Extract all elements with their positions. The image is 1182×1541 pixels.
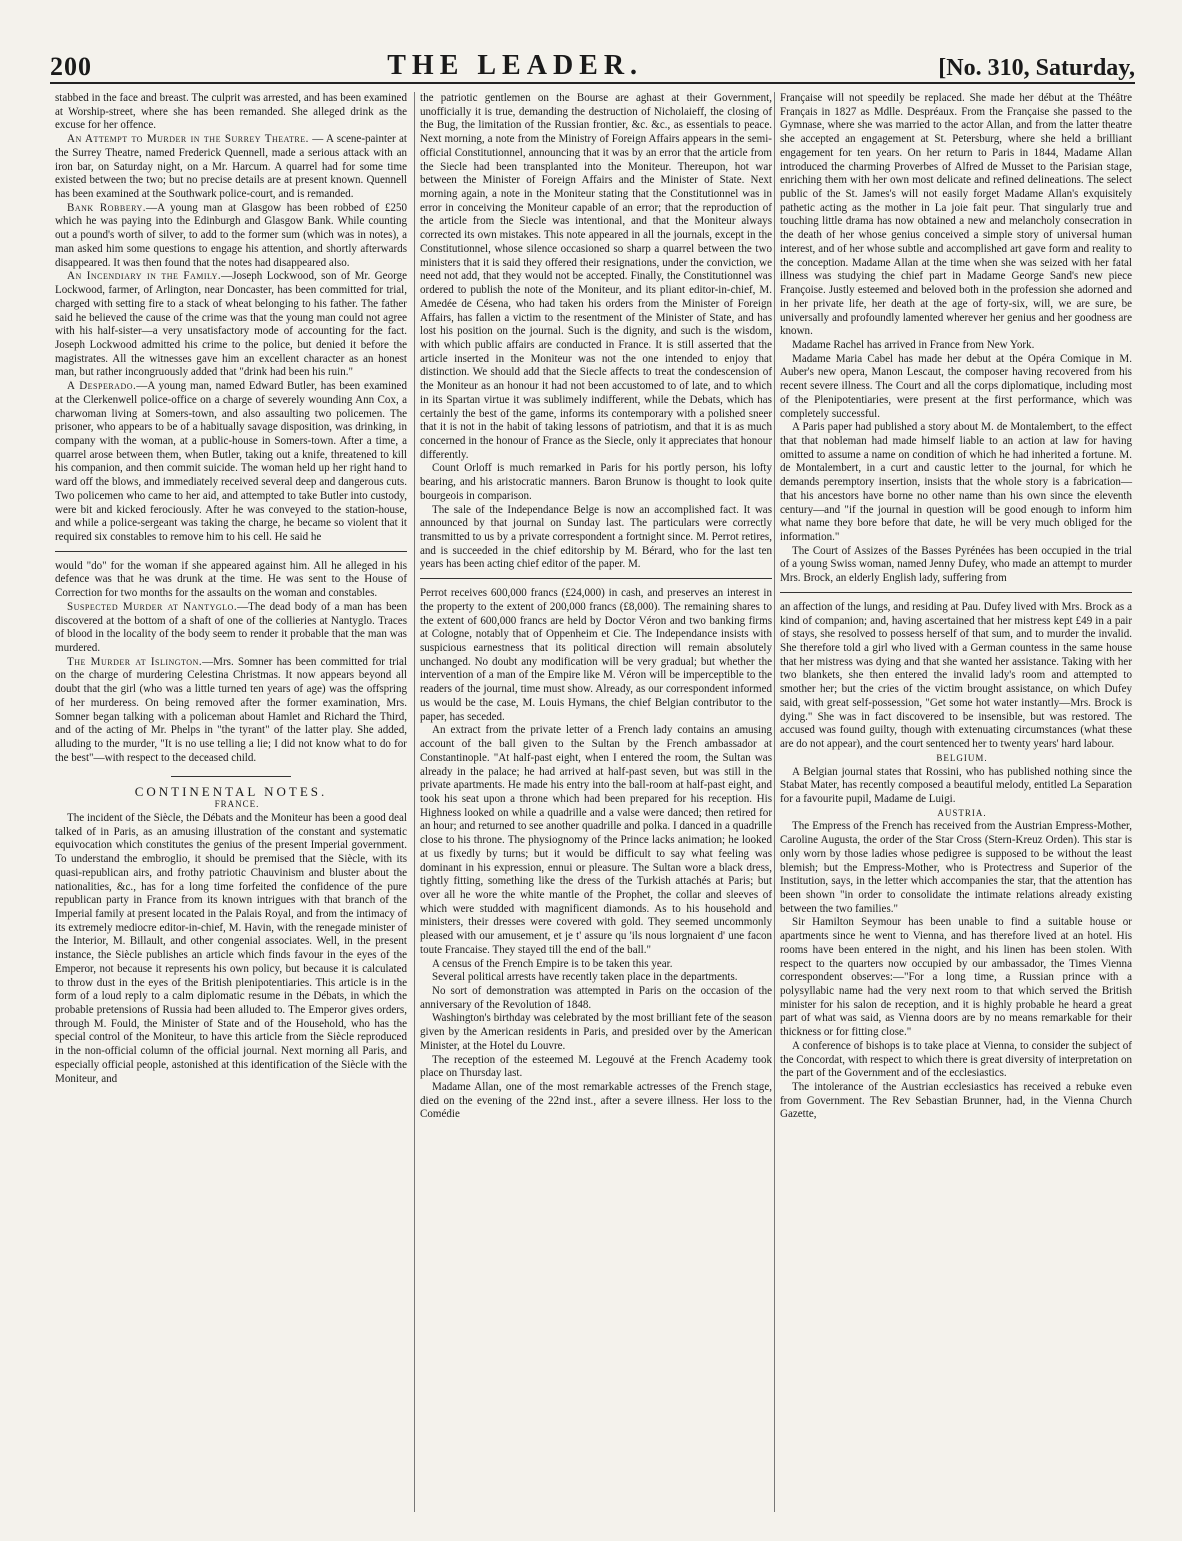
- article-heading: Bank Robbery.: [67, 201, 147, 214]
- article-paragraph: The sale of the Independance Belge is now an accomplished fact. It was announced by that journal on Sunday last. The particulars were correctly transmitted to us by a private correspondent a fortnight since. M. Perrot retires, and is succeeded in the chief editorship by M. Bérard, who for the last ten years has been acting chief editor of the paper. M.: [420, 503, 772, 571]
- issue-label: [No. 310, Saturday,: [938, 55, 1135, 81]
- article-heading: The Murder at Islington.: [67, 655, 203, 668]
- article-paragraph: [55, 380, 407, 545]
- article-body: —A young man at Glasgow has been robbed of £250 which he was paying into the Edinburgh and Glasgow Bank. While counting out a pound's worth of silver, to add to the former sum (which was in notes), a man asked him some questions to engage his attention, and shortly afterwards disappeared. It was then found that the notes had disappeared also.: [55, 201, 408, 269]
- section-rule: [171, 776, 291, 777]
- horizontal-rule: [55, 551, 407, 552]
- horizontal-rule: [780, 592, 1132, 593]
- column-2: [420, 92, 772, 1122]
- subsection-title: BELGIUM.: [936, 752, 988, 763]
- article-paragraph: The reception of the esteemed M. Legouvé at the French Academy took place on Thursday last.: [420, 1053, 772, 1080]
- article-paragraph: [55, 133, 407, 202]
- article-paragraph: The incident of the Siècle, the Débats and the Moniteur has been a good deal talked of in Paris, as an amusing illustration of the constant and systematic equivocation which constitutes the genius of the present Imperial government. To understand the embroglio, it should be premised that the Siècle, with its quasi-republican airs, and frothy patriotic Chauvinism and bluster about the nationalities, &c., has for a long time forfeited the confidence of the pure republican party in France from its known intrigues with that branch of the Imperial family at present located in the Palais Royal, and from the intimacy of its extremely mediocre editor-in-chief, M. Havin, with the renegade minister of the Interior, M. Billault, and other congenial associates. Well, in the present instance, the Siècle publishes an article which finds favour in the eyes of the Emperor, not because it represents his own policy, but because it is calculated to throw dust in the eyes of the British plenipotentiaries. This article is in the form of a loud reply to a calm diplomatic resume in the Débats, in which the probable pretensions of Russia had been alluded to. The Emperor gives orders, through M. Fould, the Minister of State and of the Household, who has the special control of the Moniteur, to have this article from the Siècle reproduced in the non-official column of the official journal. Next morning all Paris, and especially official people, astonished at this identification of the Siècle with the Moniteur, and: [55, 811, 407, 1085]
- article-paragraph: A Paris paper had published a story about M. de Montalembert, to the effect that that nobleman had made himself liable to an action at law for having omitted to assume a name on condition of which he had inherited a fortune. M. de Montalembert, in a curt and caustic letter to the journal, for which he demands peremptory insertion, insists that the whole story is a fabrication—that his ancestors have borne no other name than his own since the eleventh century—and "if the journal in question will be good enough to inform him what name they bore before that date, he will be very much obliged for the information.": [780, 421, 1132, 543]
- subsection-title: AUSTRIA.: [937, 807, 987, 818]
- article-heading: A Desperado.: [67, 380, 137, 393]
- article-paragraph: [55, 270, 407, 380]
- article-paragraph: Madame Allan, one of the most remarkable actresses of the French stage, died on the evening of the 22nd inst., after a severe illness. Her loss to the Comédie: [420, 1081, 772, 1121]
- article-paragraph: [55, 601, 407, 656]
- subsection-title: FRANCE.: [214, 799, 260, 810]
- section-title: CONTINENTAL NOTES.: [134, 783, 328, 799]
- article-paragraph: The intolerance of the Austrian ecclesiastics has received a rebuke even from Government. The Rev Sebastian Brunner, had, in the Vienna Church Gazette,: [780, 1081, 1132, 1121]
- horizontal-rule: [420, 578, 772, 579]
- article-paragraph: Française will not speedily be replaced. She made her début at the Théâtre Français in 1827 as Mdlle. Despréaux. From the Française she passed to the Gymnase, where she was married to the actor Allan, and from the latter theatre she accepted an engagement at St. Petersburg, where she held a brilliant engagement for ten years. On her return to Paris in 1844, Madame Allan introduced the charming Proverbes of Alfred de Musset to the Parisian stage, enriching them with her own most delicate and refined delineations. The select public of the St. James's will not easily forget Madame Allan's exquisitely pathetic acting as the mother in La joie fait peur. That singularly true and touching little drama has now obtained a new and melancholy consecration in the death of her whose genius conceived a simple story of universal human interest, and of her whose subtle and accomplished art gave form and reality to the conception. Madame Allan at the time when she was seized with her fatal illness was studying the chief part in Madame George Sand's new piece Françoise. Justly esteemed and beloved both in the profession she adorned and in her private life, her death at the age of forty-six, will, we are sure, be universally and profoundly lamented wherever her genius and her goodness are known.: [780, 92, 1132, 338]
- article-heading: An Attempt to Murder in the Surrey Theatre.: [67, 133, 309, 146]
- article-paragraph: The Empress of the French has received from the Austrian Empress-Mother, Caroline Augusta, the order of the Star Cross (Stern-Kreuz Orden). This star is only worn by those ladies whose pedigree is supposed to be without the least blemish; but the Empress-Mother, who is Protectress and Superior of the Institution, says, in the letter which accompanies the star, that the attention has been shown "in order to consolidate the intimate relations already existing between the two families.": [780, 820, 1132, 915]
- column-3: [780, 92, 1132, 1122]
- article-paragraph: Several political arrests have recently taken place in the departments.: [432, 971, 738, 984]
- article-paragraph: Count Orloff is much remarked in Paris for his portly person, his lofty bearing, and his aristocratic manners. Baron Brunow is thought to look quite bourgeois in comparison.: [420, 462, 772, 502]
- article-paragraph: [55, 202, 407, 271]
- article-body: —A young man, named Edward Butler, has been examined at the Clerkenwell police-office on a charge of severely wounding Ann Cox, a charwoman living at Somers-town, and also assaulting two policemen. The prisoner, who appears to be of a habitually savage disposition, was drinking, in company with the woman, at a public-house in Somers-town. After a time, a quarrel arose between them, when Butler, taking out a knife, threatened to kill his companion, and then commit suicide. The woman held up her right hand to ward off the blows, and immediately received several deep and dangerous cuts. Two policemen who came to her aid, and attempted to take Butler into custody, were bit and kicked ferociously. After he was conveyed to the station-house, and while a police-sergeant was taking the charge, he became so violent that it required six constables to remove him to his cell. He said he: [55, 380, 407, 543]
- article-paragraph: Washington's birthday was celebrated by the most brilliant fete of the season given by the American residents in Paris, and presided over by the American Minister, at the Hotel du Louvre.: [420, 1012, 772, 1052]
- article-paragraph: An extract from the private letter of a French lady contains an amusing account of the ball given to the Sultan by the French ambassador at Constantinople. "At half-past eight, when I entered the room, the Sultan was already in the palace; he had arrived at half-past seven, but was still in the private apartments. He made his entry into the ball-room at half-past eight, and took his seat upon a throne which had been prepared for his reception. His Highness looked on while a quadrille and a valse were danced; then retired for an hour; and returned to see another quadrille and polka. I danced in a quadrille close to his throne. The physiognomy of the Prince lacks animation; he looked at us fixedly by turns; but it would be difficult to say what feeling was dominant in his expression, ennui or pleasure. The Sultan wore a black dress, tightly fitting, something like the dress of the Turkish attachés at Paris; but over all he wore the white mantle of the Prophet, the collar and sleeves of which were studded with magnificent diamonds. As to his household and ministers, their dresses were covered with gold. They seemed uncommonly pleased with our amusement, et je t' assure qu 'ils nous lorgnaient d' une facon toute Francaise. They stayed till the end of the ball.": [420, 724, 772, 956]
- article-paragraph: A Belgian journal states that Rossini, who has published nothing since the Stabat Mater, has recently composed a beautiful melody, entitled La Separation for a favourite pupil, Madame de Luigi.: [780, 765, 1132, 805]
- article-paragraph: stabbed in the face and breast. The culprit was arrested, and has been examined at Worship-street, where she has been remanded. She alleged drink as the excuse for her offence.: [55, 92, 407, 132]
- article-body: —Joseph Lockwood, son of Mr. George Lockwood, farmer, of Arlington, near Doncaster, has been committed for trial, charged with setting fire to a stack of wheat belonging to his father. The father said he believed the cause of the crime was that the young man could not agree with his half-sister—a very unsatisfactory mode of accounting for the fact. Joseph Lockwood admitted his crime to the police, but denied it before the magistrates. All the witnesses gave him an excellent character as an honest man, but rather incongruously added that "drink had been his ruin.": [55, 270, 407, 379]
- article-heading: An Incendiary in the Family.: [67, 270, 222, 283]
- article-paragraph: [55, 656, 407, 766]
- article-paragraph: the patriotic gentlemen on the Bourse are aghast at their Government, unofficially it is true, demanding the destruction of Nicholaieff, the closing of the Bug, the limitation of the Russian frontier, &c. &c., as essentials to peace. Next morning, a note from the Ministry of Foreign Affairs appears in the semi-official Constitutionnel, announcing that it was by an error that the article from the Siecle had been transplanted into the Moniteur. Thereupon, hot war between the Minister of Foreign Affairs and the Minister of State. Next morning again, a note in the Moniteur stating that the Constitutionnel was in error in conceiving the Moniteur capable of an error; that the reproduction of the article from the Siecle was intentional, and that the Moniteur always corrected its own mistakes. This note appeared in all the journals, except in the Constitutionnel, whose silence occasioned so sharp a quarrel between the two ministers that it is said they offered their resignations, under the conviction, we need not add, that they would not be accepted. Finally, the Constitutionnel was ordered to publish the note of the Moniteur, and its pliant editor-in-chief, M. Amedée de Césena, who had taken his orders from the Minister of Foreign Affairs, has fallen a victim to the resentment of the Minister of State, and has lost his position on the journal. Such is the dignity, and such is the wisdom, with which public affairs are conducted in France. It is still asserted that the article inserted in the Moniteur was not the one intended to enjoy that distinction. We should add that the Siecle affects to treat the condescension of the Moniteur as an honour it had not been accustomed to of late, and to which in its Spartan virtue it was sublimely indifferent, while the Debats, which has certainly the best of the game, informs its contemporary with a polished sneer that it is not in the habit of taking lessons of patriotism, and that it is as much concerned in the honour of France as the Siecle, only it appreciates that honour differently.: [420, 92, 772, 461]
- page-number: 200: [50, 52, 92, 81]
- article-heading: Suspected Murder at Nantyglo.: [67, 600, 238, 613]
- article-paragraph: The Court of Assizes of the Basses Pyrénées has been occupied in the trial of a young Swiss woman, named Jenny Dufey, who made an attempt to murder Mrs. Brock, an elderly English lady, suffering from: [780, 544, 1132, 585]
- masthead: [50, 50, 1135, 84]
- article-paragraph: Madame Maria Cabel has made her debut at the Opéra Comique in M. Auber's new opera, Manon Lescaut, the composer having recovered from his recent severe illness. The Court and all the corps diplomatique, including most of the Plenipotentiaries, were present at the first performance, which was completely successful.: [780, 352, 1132, 420]
- article-body: — A scene-painter at the Surrey Theatre, named Frederick Quennell, made a serious attack with an iron bar, on Saturday night, on a Mr. Harcum. A quarrel had for some time existed between the two; but no precise details are at present known. Quennell has been examined at the Southwark police-court, and is remanded.: [55, 133, 407, 201]
- article-paragraph: A conference of bishops is to take place at Vienna, to consider the subject of the Concordat, with respect to which there is great diversity of interpretation on the part of the Government and of the ecclesiastics.: [780, 1039, 1132, 1080]
- article-paragraph: A census of the French Empire is to be taken this year.: [432, 957, 673, 970]
- article-body: —The dead body of a man has been discovered at the bottom of a shaft of one of the collieries at Nantyglo. Traces of blood in the locality of the body seem to render it probable that the man was murdered.: [55, 600, 407, 655]
- article-paragraph: Perrot receives 600,000 francs (£24,000) in cash, and preserves an interest in the property to the extent of 200,000 francs (£8,000). The remaining shares to the extent of 600,000 francs are held by Doctor Véron and two banking firms at Cologne, notably that of Oppenheim et Cie. The Independance insists with suspicious earnestness that its political direction will remain absolutely unchanged. No doubt any modification will be very gradual; but whether the intervention of a man of the Empire like M. Véron will be imperceptible to the readers of the journal, time must show. Already, as our correspondent informed us would be the case, M. Louis Hymans, the chief Belgian contributor to the paper, has seceded.: [420, 587, 772, 723]
- column-1: [55, 92, 407, 1086]
- article-paragraph: No sort of demonstration was attempted in Paris on the occasion of the anniversary of the Revolution of 1848.: [420, 985, 772, 1011]
- article-paragraph: an affection of the lungs, and residing at Pau. Dufey lived with Mrs. Brock as a kind of companion; and, having ascertained that her mistress kept £49 in a pair of stays, she resolved to possess herself of that sum, and to murder the invalid. She therefore told a girl who lived with a German countess in the same house that her mistress was dying and that she wanted her assistance. Taking with her two blankets, she then entered the invalid lady's room and attempted to smother her; but the cries of the victim brought assistance, on which Dufey said, with great self-possession, "Get some hot water instantly—Mrs. Brock is dying." She was in fact discovered to be insensible, but was restored. The accused was found guilty, though with extenuating circumstances (what these are do not appear), and the court sentenced her to twenty years' hard labour.: [780, 600, 1132, 751]
- article-paragraph: would "do" for the woman if she appeared against him. All he alleged in his defence was that he was drunk at the time. He was sent to the House of Correction for two months for the assaults on the woman and constables.: [55, 559, 407, 600]
- article-paragraph: Sir Hamilton Seymour has been unable to find a suitable house or apartments since he went to Vienna, and has therefore lived at an hotel. His rooms have been entered in the night, and his linen has been stolen. With respect to the quarters now occupied by our ambassador, the Times Vienna correspondent observes:—"For a long time, a Russian prince with a polysyllabic name had the very next room to that which served the British minister for his salon de reception, and it is highly probable he heard a great part of what was said, as Vienna doors are by no means remarkable for their thickness or for fitting close.": [780, 916, 1132, 1039]
- column-rule: [414, 92, 415, 1512]
- article-body: —Mrs. Somner has been committed for trial on the charge of murdering Celestina Christmas. It now appears beyond all doubt that the girl (who was a little turned ten years of age) was the offspring of her murderess. On being removed after the former examination, Mrs. Somner began talking with a policeman about Hamlet and Richard the Third, and of the acting of Mr. Phelps in "the tyrant" of the latter play. She added, alluding to the murder, "It is no use telling a lie; I did not know what to do for the best"—with respect to the deceased child.: [55, 655, 407, 764]
- newspaper-title: THE LEADER.: [387, 50, 644, 81]
- column-rule: [774, 92, 775, 1512]
- article-paragraph: Madame Rachel has arrived in France from New York.: [792, 338, 1035, 351]
